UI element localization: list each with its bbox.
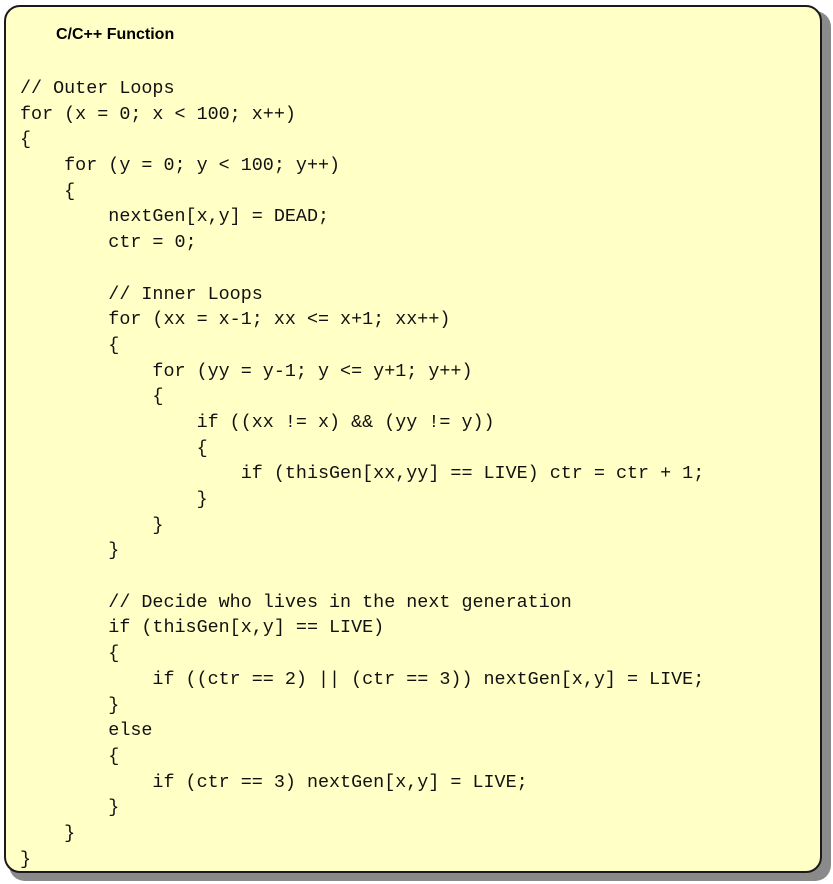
code-line: } xyxy=(20,822,76,844)
code-line: { xyxy=(20,386,164,408)
code-line: { xyxy=(20,334,120,356)
code-block xyxy=(20,76,704,872)
code-line: { xyxy=(20,180,76,202)
code-line: nextGen[x,y] = DEAD; xyxy=(20,206,330,228)
code-line: if (ctr == 3) nextGen[x,y] = LIVE; xyxy=(20,771,528,793)
code-line: } xyxy=(20,694,120,716)
code-line: } xyxy=(20,489,208,510)
code-line: } xyxy=(20,514,164,536)
code-line: for (x = 0; x < 100; x++) xyxy=(20,103,296,125)
code-line: { xyxy=(20,437,208,459)
code-line: if ((xx != x) && (yy != y)) xyxy=(20,411,495,433)
panel-title: C/C++ Function xyxy=(56,26,175,43)
code-line: if (thisGen[x,y] == LIVE) xyxy=(20,617,385,639)
code-line: // Inner Loops xyxy=(20,283,263,305)
code-line xyxy=(20,256,704,282)
code-line: for (yy = y-1; y <= y+1; y++) xyxy=(20,360,473,382)
code-line: for (xx = x-1; xx <= x+1; xx++) xyxy=(20,309,451,331)
code-line xyxy=(20,564,704,590)
code-line: { xyxy=(20,745,120,767)
code-line: { xyxy=(20,129,32,151)
code-line: } xyxy=(20,540,120,562)
code-line: else xyxy=(20,720,153,742)
code-line: // Decide who lives in the next generation xyxy=(20,591,572,613)
code-line: if ((ctr == 2) || (ctr == 3)) nextGen[x,y] = LIVE; xyxy=(20,668,705,690)
code-line: } xyxy=(20,797,120,819)
code-line: } xyxy=(20,848,32,870)
code-line: { xyxy=(20,643,120,665)
code-line: if (thisGen[xx,yy] == LIVE) ctr = ctr + 1; xyxy=(20,463,705,485)
code-line: ctr = 0; xyxy=(20,232,197,254)
code-line: for (y = 0; y < 100; y++) xyxy=(20,155,341,177)
code-line: // Outer Loops xyxy=(20,78,175,99)
